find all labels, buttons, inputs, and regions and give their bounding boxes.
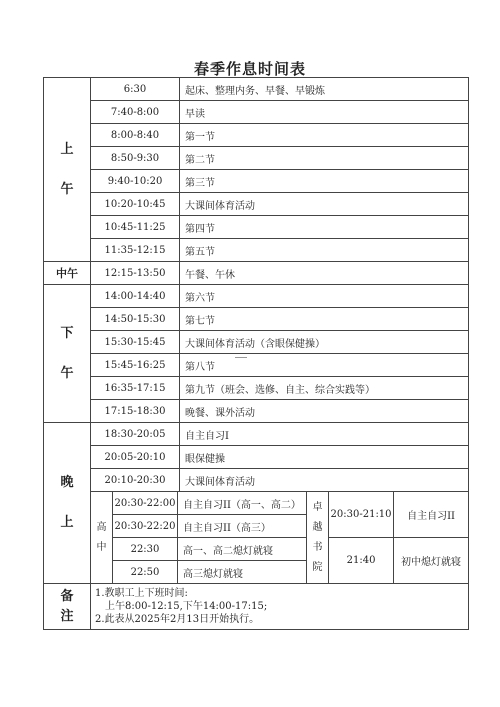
time-cell: 15:30-15:45 <box>91 331 180 354</box>
time-cell: 12:15-13:50 <box>91 262 180 285</box>
activity-cell: 高一、高二熄灯就寝 <box>178 538 307 561</box>
activity-cell: 第七节 <box>180 308 469 331</box>
high-school-label: 高 中 <box>91 492 113 584</box>
time-cell: 8:00-8:40 <box>91 124 180 147</box>
activity-cell: 自主自习II（高三） <box>178 515 307 538</box>
table-row <box>44 400 469 423</box>
activity-cell: 第三节 <box>180 170 469 193</box>
activity-cell: 高三熄灯就寝 <box>178 561 307 584</box>
activity-cell: 第九节（班会、选修、自主、综合实践等） <box>180 377 469 400</box>
table-row <box>44 446 469 469</box>
table-row <box>44 285 469 308</box>
note-line: 上午8:00-12:15,下午14:00-17:15; <box>105 601 268 612</box>
section-label-evening: 晚 上 <box>44 423 91 584</box>
time-cell: 21:40 <box>329 538 394 584</box>
time-cell: 9:40-10:20 <box>91 170 180 193</box>
time-cell: 20:10-20:30 <box>91 469 180 492</box>
notes-cell <box>91 584 469 630</box>
activity-cell: 起床、整理内务、早餐、早锻炼 <box>180 78 469 101</box>
note-line: 2.此表从2025年2月13日开始执行。 <box>95 614 260 625</box>
activity-cell: 第四节 <box>180 216 469 239</box>
table-row <box>44 331 469 354</box>
activity-cell: 自主自习I <box>180 423 469 446</box>
activity-cell: 大课间体育活动 <box>180 469 469 492</box>
activity-cell: 初中熄灯就寝 <box>394 538 469 584</box>
section-label-morning: 上 午 <box>44 78 91 262</box>
table-row <box>44 193 469 216</box>
table-row <box>44 147 469 170</box>
section-label-noon: 中午 <box>44 262 91 285</box>
activity-cell: 早读 <box>180 101 469 124</box>
time-cell: 11:35-12:15 <box>91 239 180 262</box>
activity-cell: 第六节 <box>180 285 469 308</box>
activity-cell: 晚餐、课外活动 <box>180 400 469 423</box>
table-row <box>44 239 469 262</box>
time-cell: 20:30-22:20 <box>113 515 178 538</box>
table-row <box>44 354 469 377</box>
table-row <box>44 124 469 147</box>
table-row <box>44 308 469 331</box>
note-line: 1.教职工上下班时间: <box>95 588 188 599</box>
time-cell: 15:45-16:25 <box>91 354 180 377</box>
activity-cell: 自主自习II（高一、高二） <box>178 492 307 515</box>
activity-cell: 大课间体育活动 <box>180 193 469 216</box>
table-row <box>44 78 469 101</box>
table-row <box>44 101 469 124</box>
page-title: 春季作息时间表 <box>193 60 306 78</box>
table-row <box>44 262 469 285</box>
time-cell: 16:35-17:15 <box>91 377 180 400</box>
time-cell: 6:30 <box>91 78 180 101</box>
stray-mark <box>235 357 247 358</box>
table-row <box>44 423 469 446</box>
time-cell: 20:30-22:00 <box>113 492 178 515</box>
schedule-table <box>43 77 469 630</box>
table-row <box>44 216 469 239</box>
activity-cell: 第一节 <box>180 124 469 147</box>
time-cell: 20:30-21:10 <box>329 492 394 538</box>
time-cell: 10:45-11:25 <box>91 216 180 239</box>
activity-cell: 眼保健操 <box>180 446 469 469</box>
time-cell: 22:50 <box>113 561 178 584</box>
zhuoyue-academy-label: 卓 越 书 院 <box>307 492 329 584</box>
time-cell: 14:00-14:40 <box>91 285 180 308</box>
section-label-notes: 备 注 <box>44 584 91 630</box>
time-cell: 14:50-15:30 <box>91 308 180 331</box>
activity-cell: 午餐、午休 <box>180 262 469 285</box>
table-row <box>44 492 469 515</box>
activity-cell: 自主自习II <box>394 492 469 538</box>
time-cell: 10:20-10:45 <box>91 193 180 216</box>
time-cell: 17:15-18:30 <box>91 400 180 423</box>
table-row <box>44 377 469 400</box>
table-row <box>44 469 469 492</box>
time-cell: 8:50-9:30 <box>91 147 180 170</box>
activity-cell: 第二节 <box>180 147 469 170</box>
section-label-afternoon: 下 午 <box>44 285 91 423</box>
time-cell: 22:30 <box>113 538 178 561</box>
time-cell: 7:40-8:00 <box>91 101 180 124</box>
activity-cell: 第八节 <box>180 354 469 377</box>
time-cell: 18:30-20:05 <box>91 423 180 446</box>
time-cell: 20:05-20:10 <box>91 446 180 469</box>
table-row <box>44 170 469 193</box>
table-row <box>44 584 469 630</box>
activity-cell: 大课间体育活动（含眼保健操） <box>180 331 469 354</box>
activity-cell: 第五节 <box>180 239 469 262</box>
